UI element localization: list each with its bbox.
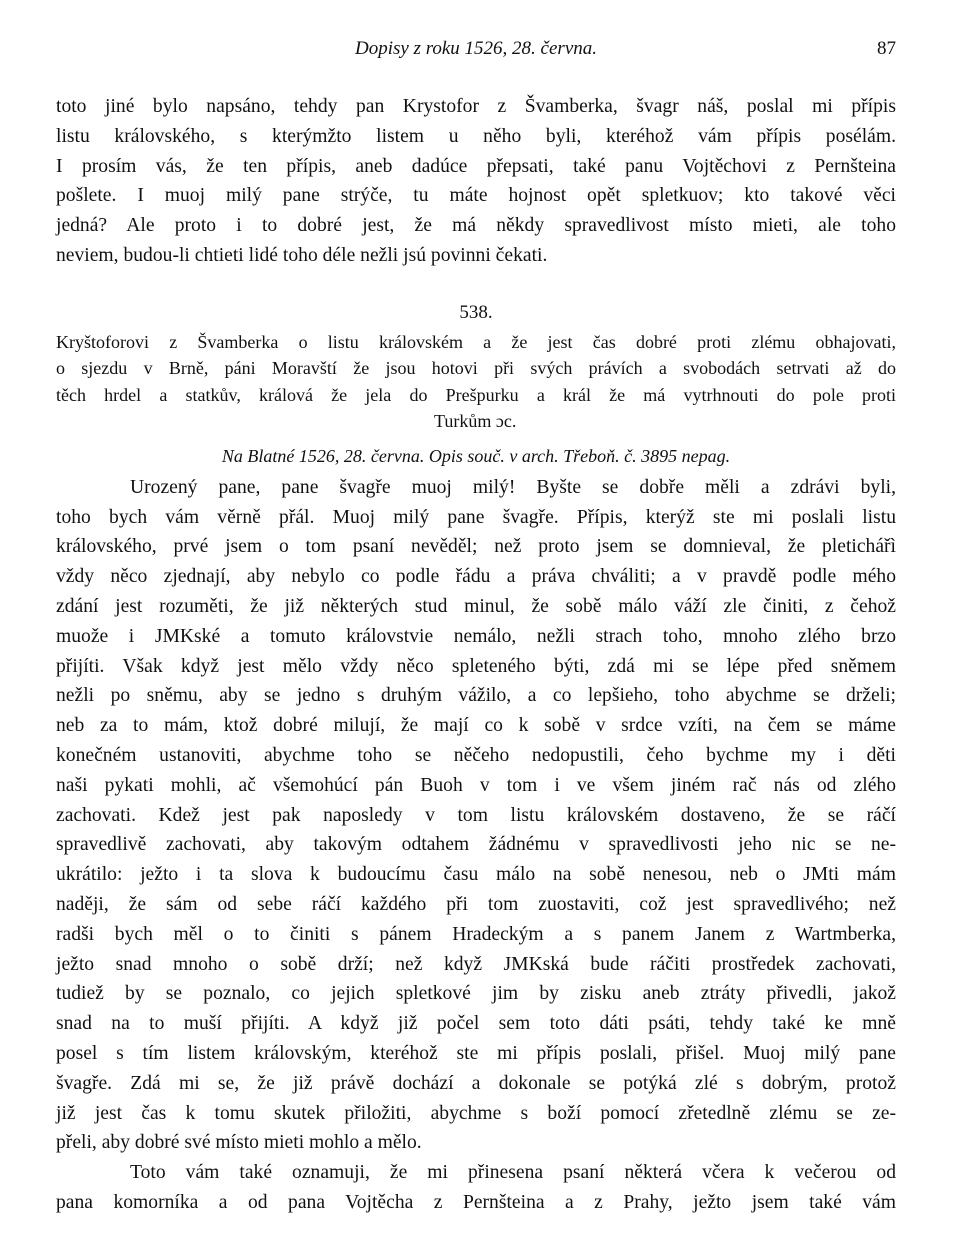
letter-paragraph-1	[56, 473, 896, 1158]
text-line: ukrátilo: ježto i ta slova k budoucímu času málo na sobě nenesou, neb o JMti mám	[56, 864, 896, 886]
letter-paragraph-2	[56, 1158, 896, 1218]
text-line: neb za to mám, ktož dobré milují, že mají co k sobě v srdce vzíti, na čem se máme	[56, 715, 896, 737]
page-header	[56, 38, 896, 68]
text-line: tudiež by se poznalo, co jejich spletkové jim by zisku aneb ztráty přivedli, jakož	[56, 983, 896, 1005]
text-line: radši bych měl o to činiti s pánem Hradeckým a s panem Janem z Wartmberka,	[56, 923, 896, 945]
text-line: královského, prvé jsem o tom psaní nevěděl; než proto jsem se domnieval, že pletichářì	[56, 536, 896, 558]
text-line: toho bych vám věrně přál. Muoj milý pane švagře. Přípis, kterýž ste mi poslali listu	[56, 506, 896, 528]
text-line: posel s tím listem královským, kteréhož ste mi přípis poslali, přišel. Muoj milý pane	[56, 1042, 896, 1064]
summary-line: o sjezdu v Brně, páni Moravští že jsou hotovi při svých právích a svobodách setrvati až do	[56, 358, 896, 379]
section-summary	[56, 329, 896, 435]
text-line: spravedlivě zachovati, aby takovým odtahem žádnému v spravedlivosti jeho nic se ne-	[56, 834, 896, 856]
running-title: Dopisy z roku 1526, 28. června.	[354, 38, 598, 59]
text-line: přeli, aby dobré své místo mieti mohlo a mělo.	[56, 1132, 422, 1154]
text-line: neviem, budou-li chtieti lidé toho déle nežli jsú povinni čekati.	[56, 244, 548, 266]
page-number: 87	[877, 38, 896, 59]
source-note: Na Blatné 1526, 28. června. Opis souč. v arch. Třeboň. č. 3895 nepag.	[221, 445, 731, 466]
text-line: toto jiné bylo napsáno, tehdy pan Krystofor z Švamberka, švagr náš, poslal mi přípis	[56, 96, 896, 117]
text-line: listu královského, s kterýmžto listem u něho byli, kteréhož vám přípis posélám.	[56, 125, 896, 147]
text-line: I prosím vás, že ten přípis, aneb dadúce přepsati, také panu Vojtěchovi z Pernšteina	[56, 155, 896, 177]
text-line: pošlete. I muoj milý pane strýče, tu máte hojnost opět spletkuov; kto takové věci	[56, 185, 896, 207]
text-line: naši pykati mohli, ač všemohúcí pán Buoh v tom i ve všem jiném rač nás od zlého	[56, 774, 896, 796]
text-line: jedná? Ale proto i to dobré jest, že má někdy spravedlivost místo mieti, ale toho	[56, 215, 896, 237]
text-line: pana komorníka a od pana Vojtěcha z Pernšteina a z Prahy, ježto jsem také vám	[56, 1191, 896, 1213]
text-line: muože i JMKské a tomuto královstvie nemálo, nežli strach toho, mnoho zlého brzo	[56, 625, 896, 647]
summary-line: těch hrdel a statkův, králová že jela do Prešpurku a král že má vytrhnouti do pole proti	[56, 384, 896, 405]
text-line: naději, že sám od sebe ráčí každého při tom zuostaviti, což jest spravedlivého; než	[56, 893, 896, 915]
previous-letter-ending	[56, 92, 896, 271]
section-number: 538.	[459, 301, 493, 323]
text-line: švagře. Zdá mi se, že již právě dochází a dokonale se potýká zlé s dobrým, protož	[56, 1072, 896, 1094]
text-line: konečném ustanoviti, abychme toho se něčeho nedopustili, čeho bychme my i děti	[56, 744, 896, 766]
text-line: nežli po sněmu, aby se jedno s druhým vážilo, a co lepšieho, toho abychme se drželi;	[56, 685, 896, 707]
summary-line: Turkům ɔc.	[434, 411, 517, 432]
summary-line: Kryštoforovi z Švamberka o listu královském a že jest čas dobré proti zlému obhajovati,	[56, 331, 896, 352]
text-line: již jest čas k tomu skutek přiložiti, abychme s boží pomocí zřetedlně zlému se ze-	[56, 1102, 896, 1124]
text-line: ježto snad mnoho o sobě drží; než když JMKská bude ráčiti prostředek zachovati,	[56, 953, 896, 975]
text-line: Toto vám také oznamuji, že mi přinesena psaní některá včera k večerou od	[130, 1162, 896, 1184]
text-line: přijíti. Však když jest mělo vždy něco spleteného býti, zdá mi se lépe před sněmem	[56, 655, 896, 677]
text-line: zachovati. Kdež jest pak naposledy v tom listu královském dostaveno, že se ráčí	[56, 804, 896, 826]
page-body	[56, 92, 896, 1218]
text-line: vždy něco zjednají, aby nebylo co podle řádu a práva chváliti; a v pravdě podle mého	[56, 566, 896, 588]
text-line: Urozený pane, pane švagře muoj milý! Byšte se dobře měli a zdrávi byli,	[130, 476, 896, 498]
text-line: snad na to muší přijíti. A když již počel sem toto dáti psáti, tehdy také ke mně	[56, 1013, 896, 1035]
text-line: zdání jest rozuměti, že již některých stud minul, že sobě málo váží zle činiti, z čehož	[56, 595, 896, 617]
